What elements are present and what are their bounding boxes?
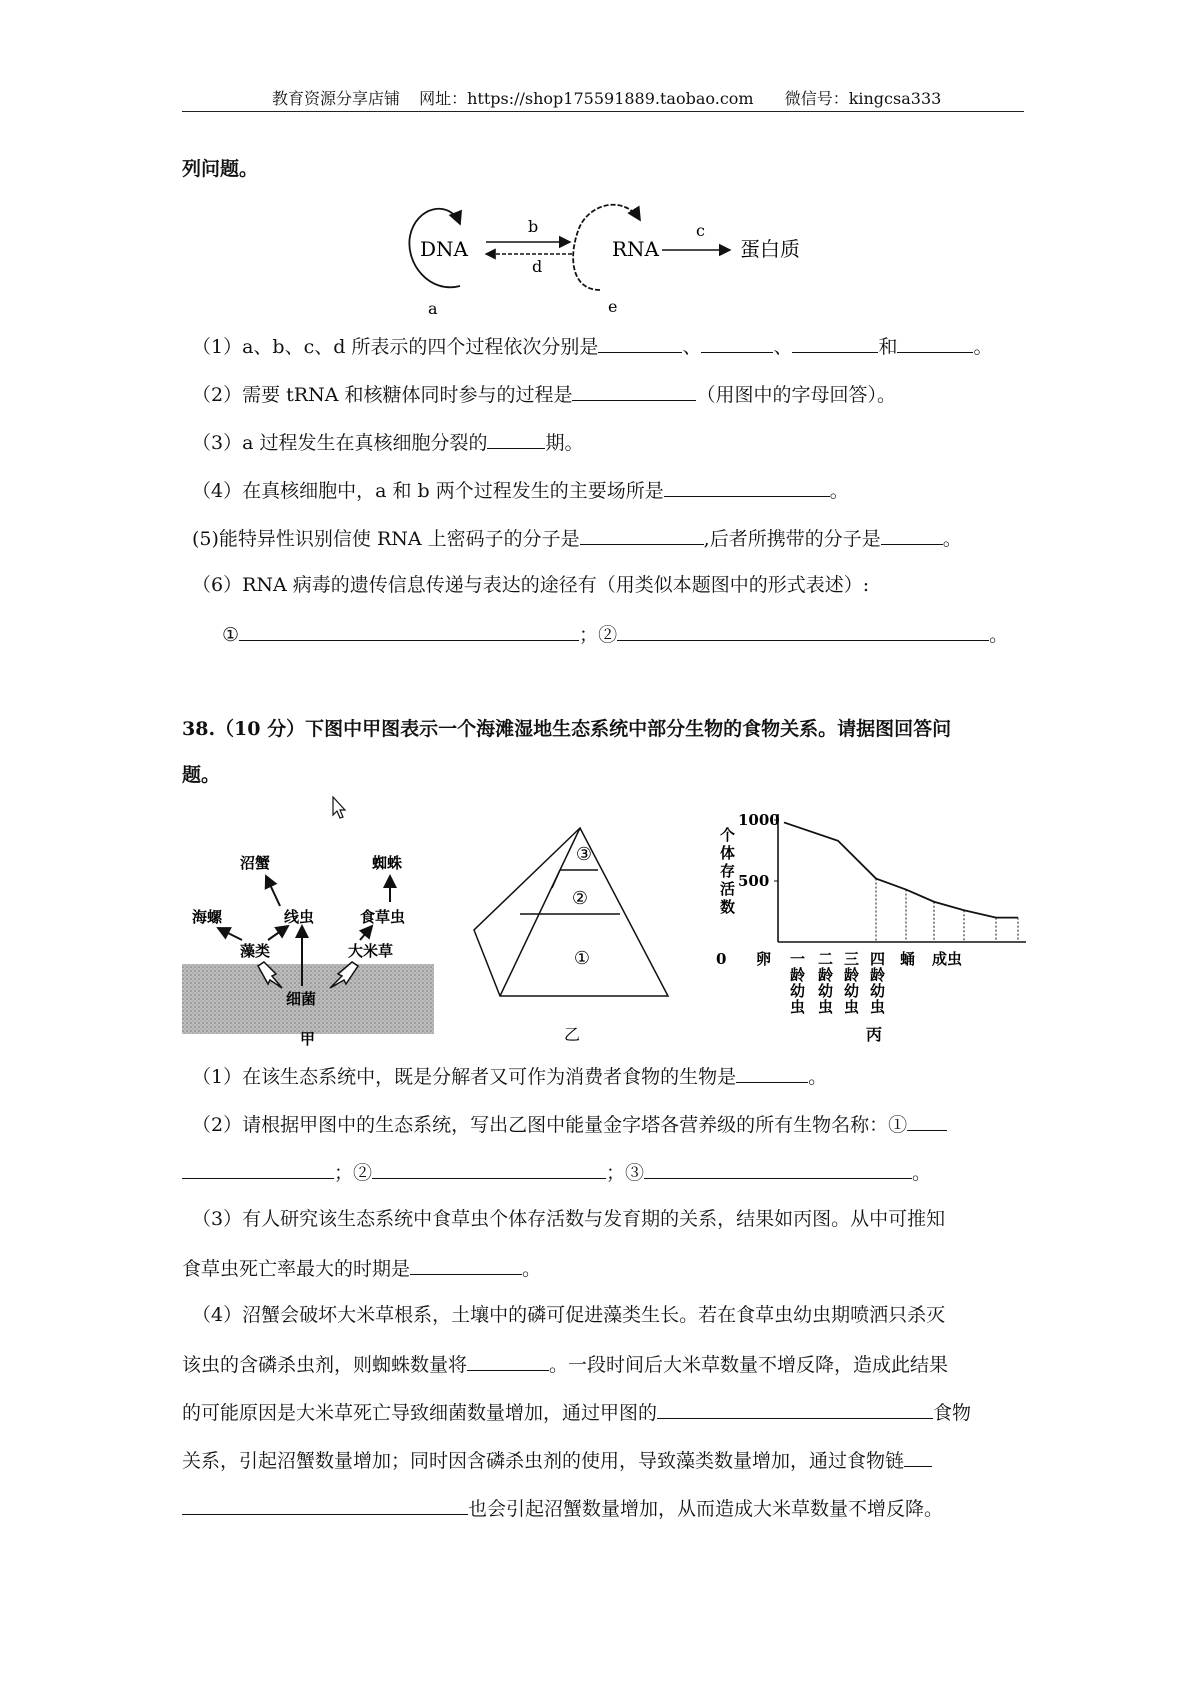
page-header [272,86,941,109]
label-c: c [696,221,705,240]
algae-label: 藻类 [240,942,271,960]
answer-blank [617,624,989,641]
pyramid-outline [474,828,668,996]
stage-label: 虫 [790,998,806,1016]
survival-chart-bing [716,800,1034,1046]
stage-label: 虫 [818,998,834,1016]
answer-blank [644,1162,912,1179]
grasshopper-label: 食草虫 [360,908,406,926]
y-tick-label: 500 [738,872,770,890]
answer-blank [487,432,545,449]
stage-label: 虫 [870,998,886,1016]
q38-p2-line2: ；② ；③ 。 [182,1162,931,1183]
answer-blank [572,384,696,401]
level-1-label: ① [573,948,591,969]
stage-label: 幼 [790,982,806,1000]
stage-label: 龄 [790,966,806,984]
q37-p5: (5)能特异性识别信使 RNA 上密码子的分子是 ,后者所携带的分子是 。 [192,528,962,550]
q37-p6-answers: ① ；② 。 [222,624,1009,646]
bing-caption: 丙 [866,1025,883,1044]
q38-p3-line2: 食草虫死亡率最大的时期是 。 [182,1258,542,1280]
q38-p4-line5: 也会引起沼蟹数量增加，从而造成大米草数量不增反降。 [182,1498,943,1519]
q37-p4: （4）在真核细胞中，a 和 b 两个过程发生的主要场所是 。 [192,480,849,502]
ylabel-4: 活 [720,880,736,898]
label-b: b [528,217,539,236]
survival-line [784,822,1018,917]
q38-title-2: 题。 [182,764,221,786]
stage-label: 一 [790,950,806,968]
q38-p4-line3: 的可能原因是大米草死亡导致细菌数量增加，通过甲图的 食物 [182,1402,972,1424]
food-web-jia [182,838,434,1046]
bacteria-label: 细菌 [286,990,317,1008]
origin-label: 0 [716,950,727,968]
q37-p2: （2）需要 tRNA 和核糖体同时参与的过程是 （用图中的字母回答）。 [192,384,896,406]
header-shop: 教育资源分享店铺 [272,89,401,108]
snail-label: 海螺 [192,908,223,926]
stage-label: 成虫 [932,950,963,968]
arrow-spartina-grasshopper [360,926,372,940]
stage-label: 龄 [818,966,834,984]
spartina-label: 大米草 [348,942,394,960]
answer-blank [792,336,878,353]
stage-label: 幼 [844,982,860,1000]
answer-blank [580,528,704,545]
stage-label: 幼 [870,982,886,1000]
q37-p3: （3）a 过程发生在真核细胞分裂的 期。 [192,432,584,454]
answer-blank [897,336,973,353]
answer-blank [657,1402,933,1419]
answer-blank [410,1258,522,1275]
stage-label: 龄 [844,966,860,984]
q37-intro-tail: 列问题。 [182,158,259,180]
rna-label: RNA [612,237,660,261]
pyramid-edge [500,828,580,996]
y-tick-label: 1000 [738,811,780,829]
header-url: 网址：https://shop175591889.taobao.com [419,89,754,108]
answer-blank [904,1450,932,1467]
q38-title-1: 38.（10 分）下图中甲图表示一个海滩湿地生态系统中部分生物的食物关系。请据图回答问 [182,718,952,740]
stage-label: 四 [870,950,886,968]
energy-pyramid-yi [462,818,688,1046]
answer-blank [182,1498,468,1515]
answer-blank [182,1162,334,1179]
stage-label: 幼 [818,982,834,1000]
jia-caption: 甲 [300,1030,316,1046]
level-2-label: ② [571,888,589,909]
level-3-label: ③ [575,844,593,865]
header-wechat: 微信号：kingcsa333 [784,89,942,108]
q38-p3-line1: （3）有人研究该生态系统中食草虫个体存活数与发育期的关系，结果如丙图。从中可推知 [192,1208,946,1230]
stage-label: 虫 [844,998,860,1016]
yi-caption: 乙 [563,1025,581,1044]
label-e: e [608,297,618,316]
q38-p1: （1）在该生态系统中，既是分解者又可作为消费者食物的生物是 。 [192,1066,828,1088]
ylabel-1: 个 [720,826,736,844]
arrow-algae-nematode [268,926,288,940]
answer-blank [736,1066,808,1083]
crab-label: 沼蟹 [240,854,271,872]
stage-label: 二 [818,950,834,968]
central-dogma-diagram [400,194,820,316]
q38-p4-line1: （4）沼蟹会破坏大米草根系，土壤中的磷可促进藻类生长。若在食草虫幼虫期喷洒只杀灭 [192,1304,946,1326]
answer-blank [372,1162,606,1179]
answer-blank [467,1354,549,1371]
stage-label: 龄 [870,966,886,984]
q38-p4-line4: 关系，引起沼蟹数量增加；同时因含磷杀虫剂的使用，导致藻类数量增加，通过食物链 [182,1450,932,1471]
answer-blank [881,528,943,545]
label-d: d [532,257,543,276]
stage-label: 卵 [756,950,772,968]
q38-p2-line1: （2）请根据甲图中的生态系统，写出乙图中能量金字塔各营养级的所有生物名称：① [192,1114,947,1135]
arrow-nematode-crab [266,876,280,906]
q38-p4-line2: 该虫的含磷杀虫剂，则蜘蛛数量将 。一段时间后大米草数量不增反降，造成此结果 [182,1354,949,1376]
nematode-label: 线虫 [284,908,315,926]
q37-p1: （1）a、b、c、d 所表示的四个过程依次分别是 、 、 和 。 [192,336,993,358]
dna-label: DNA [420,237,468,261]
spider-label: 蜘蛛 [372,854,403,872]
answer-blank [701,336,773,353]
stage-label: 蛹 [900,950,916,968]
protein-label: 蛋白质 [740,237,800,261]
q37-p6: （6）RNA 病毒的遗传信息传递与表达的途径有（用类似本题图中的形式表述）: [192,574,870,596]
arrow-algae-snail [218,928,242,940]
label-a: a [428,299,438,316]
answer-blank [598,336,682,353]
ylabel-5: 数 [720,898,736,916]
answer-blank [664,480,830,497]
header-rule [182,111,1024,112]
mouse-cursor-icon [332,796,348,820]
ylabel-2: 体 [720,844,736,862]
answer-blank [239,624,579,641]
answer-blank [907,1114,947,1131]
stage-label: 三 [844,950,860,968]
ylabel-3: 存 [720,862,736,880]
